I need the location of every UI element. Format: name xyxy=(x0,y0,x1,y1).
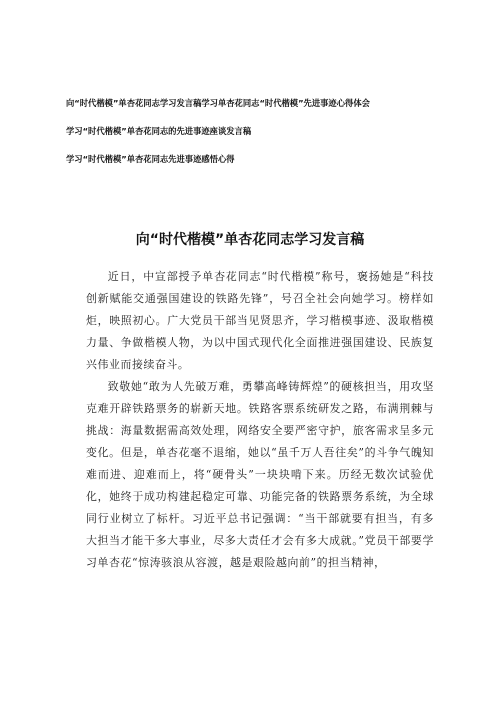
toc-item[interactable]: 向“时代楷模”单杏花同志学习发言稿学习单杏花同志“时代楷模”先进事迹心得体会 xyxy=(66,98,370,108)
document-body xyxy=(86,266,434,574)
body-paragraph: 致敬她“敢为人先破万难，勇攀高峰铸辉煌”的硬核担当，用攻坚克难开辟铁路票务的崭新天地。铁路客票系统研发之路，布满荆棘与挑战：海量数据需高效处理，网络安全要严密守护，旅客需求呈多元变化。但是，单杏花毫不退缩，她以“虽千万人吾往矣”的斗争气魄知难而进、迎难而上，将“硬骨头”一块块啃下来。历经无数次试验优化，她终于成功构建起稳定可靠、功能完备的铁路票务系统，为全球同行业树立了标杆。习近平总书记强调：“当干部就要有担当，有多大担当才能干多大事业，尽多大责任才会有多大成就。”党员干部要学习单杏花“惊涛骇浪从容渡，越是艰险越向前”的担当精神， xyxy=(86,380,434,569)
toc-list xyxy=(66,97,466,181)
body-paragraph: 近日，中宣部授予单杏花同志“时代楷模”称号，褒扬她是“科技创新赋能交通强国建设的铁路先锋”，号召全社会向她学习。榜样如炬，映照初心。广大党员干部当见贤思齐，学习楷模事迹、汲取楷模力量、争做楷模人物，为以中国式现代化全面推进强国建设、民族复兴伟业而接续奋斗。 xyxy=(86,270,434,371)
toc-item[interactable]: 学习“时代楷模”单杏花同志的先进事迹座谈发言稿 xyxy=(66,126,252,136)
document-title: 向“时代楷模”单杏花同志学习发言稿 xyxy=(135,232,365,248)
toc-item[interactable]: 学习“时代楷模”单杏花同志先进事迹感悟心得 xyxy=(66,154,235,164)
